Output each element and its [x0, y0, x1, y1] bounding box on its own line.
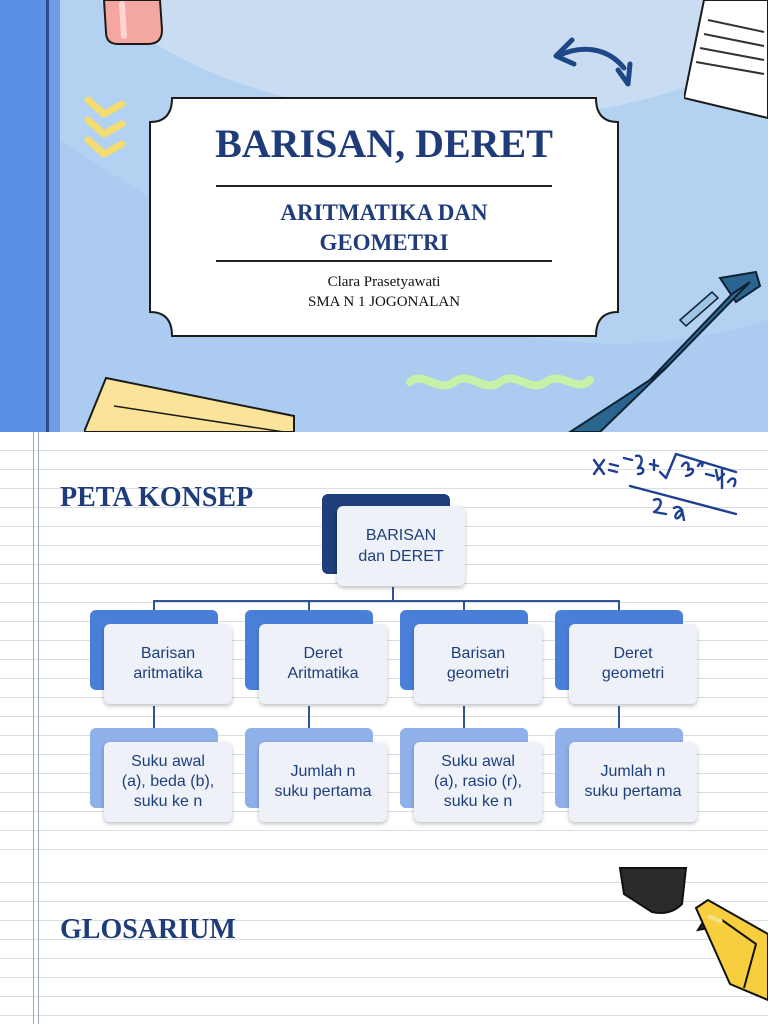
root-node [337, 506, 465, 586]
level1-node-barisan-aritmatika [104, 624, 232, 704]
node-line-2: Aritmatika [287, 665, 359, 682]
node-line-2: aritmatika [133, 665, 203, 682]
presentation-subtitle [148, 198, 620, 258]
highlighter-icon [612, 864, 768, 1004]
title-card [148, 96, 620, 338]
cover-slide [0, 0, 768, 432]
pen-icon [560, 266, 768, 432]
author-block [148, 272, 620, 312]
node-line-1: Jumlah n [600, 763, 666, 780]
node-line-3: suku ke n [443, 793, 513, 810]
title-divider-top [216, 185, 552, 187]
node-line-2: suku pertama [274, 783, 372, 800]
title-divider-bottom [216, 260, 552, 262]
connector-l2-3 [463, 706, 465, 730]
level2-node-suku-awal-beda [104, 742, 232, 822]
notepad-icon [84, 376, 304, 432]
level1-node-barisan-geometri [414, 624, 542, 704]
node-line-1: Deret [303, 645, 343, 662]
author-name: Clara Prasetyawati [327, 274, 441, 290]
glossary-heading: GLOSARIUM [60, 914, 236, 945]
chevron-doodle-icon [82, 96, 132, 166]
node-line-2: geometri [601, 665, 665, 682]
level1-node-deret-geometri [569, 624, 697, 704]
school-name: SMA N 1 JOGONALAN [307, 294, 461, 310]
node-line-2: geometri [446, 665, 510, 682]
level2-node-suku-awal-rasio [414, 742, 542, 822]
paper-sheet-icon [684, 0, 768, 120]
subtitle-line-1: ARITMATIKA DAN [280, 200, 488, 225]
connector-root [392, 587, 394, 601]
level1-node-deret-aritmatika [259, 624, 387, 704]
level2-node-jumlah-n-aritmatika [259, 742, 387, 822]
margin-line-right [38, 432, 39, 864]
node-line-3: suku ke n [133, 793, 203, 810]
node-line-2: (a), rasio (r), [434, 773, 522, 790]
presentation-title: BARISAN, DERET [215, 121, 553, 166]
level2-node-jumlah-n-geometri [569, 742, 697, 822]
concept-map-heading: PETA KONSEP [60, 482, 254, 513]
glossary-slide [0, 864, 768, 1024]
node-line-1: Suku awal [131, 753, 205, 770]
node-line-1: Deret [613, 645, 653, 662]
concept-map-slide [0, 432, 768, 864]
node-line-1: Barisan [140, 645, 196, 662]
margin-line-left [33, 864, 34, 1024]
connector-l2-4 [618, 706, 620, 730]
node-line-1: Jumlah n [290, 763, 356, 780]
node-line-2: suku pertama [584, 783, 682, 800]
notebook-margin-band [49, 0, 60, 432]
quadratic-formula-doodle-icon [590, 448, 750, 532]
node-line-2: (a), beda (b), [121, 773, 215, 790]
eraser-icon [96, 0, 176, 48]
root-node-line-2: dan DERET [358, 548, 444, 565]
subtitle-line-2: GEOMETRI [319, 230, 449, 255]
root-node-line-1: BARISAN [365, 527, 437, 544]
margin-line-left [33, 432, 34, 864]
margin-line-right [38, 864, 39, 1024]
connector-horizontal [153, 600, 619, 602]
notebook-binding-band [0, 0, 46, 432]
connector-l2-2 [308, 706, 310, 730]
node-line-1: Suku awal [441, 753, 515, 770]
node-line-1: Barisan [450, 645, 506, 662]
swap-arrows-icon [552, 34, 636, 90]
connector-l2-1 [153, 706, 155, 730]
